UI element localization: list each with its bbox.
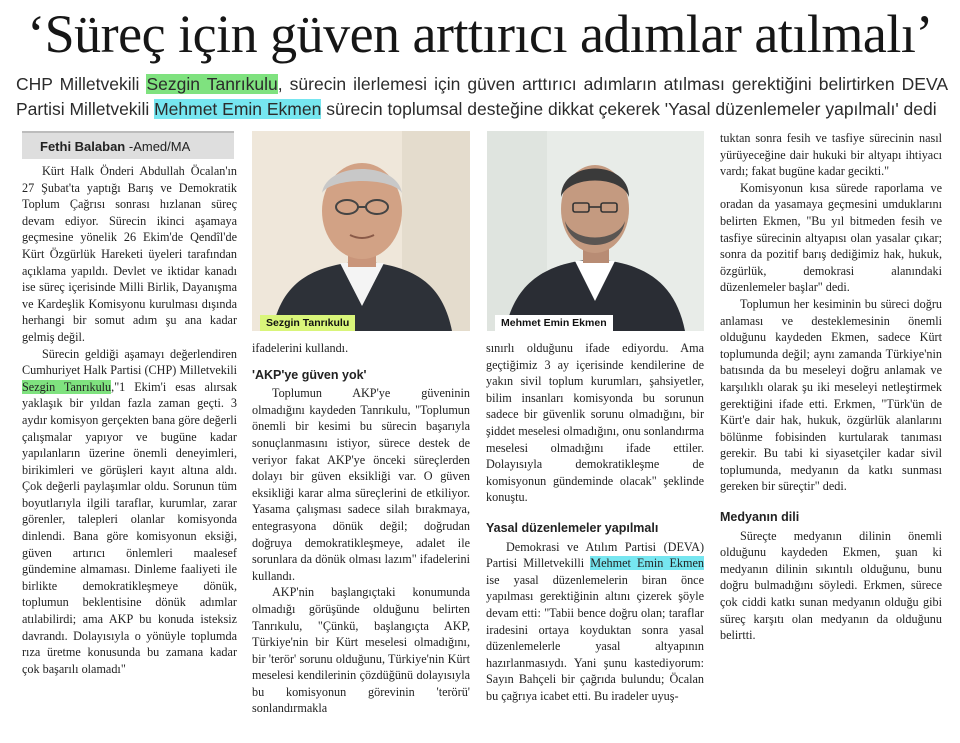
photo-mehmet-emin-ekmen bbox=[487, 131, 704, 331]
paragraph bbox=[486, 539, 704, 705]
paragraph-text: Demokrasi ve Atılım Partisi (DEVA) Partisi Milletvekilli bbox=[486, 539, 704, 571]
paragraph: AKP'nin başlangıçtaki konumunda olmadığı görüşünde olduğunu belirten Tanrıkulu, "Çünkü, başlangıçta AKP, Türkiye'nin bir Kürt meselesi olmadığını, bir 'terör' sorunu olduğunu, Türkiye'nin Kürt meselesi kendilerinin çözdüğünü dolayısıyla bu komisyonun görevinin 'terörü' sonlandırmakla bbox=[252, 585, 470, 716]
paragraph: Komisyonun kısa sürede raporlama ve oradan da yasamaya geçmesini umduklarını belirten Ekmen, "Bu yıl bitmeden fesih ve tasfiye sürecinin altyapısı olan yasalar çıkar; sonra da pozitif barış dediğimiz hak, hukuk, özgürlük, demokrasi alanındaki düzenlemeler başlar" dedi. bbox=[720, 180, 942, 295]
lead-text-2: , sürecin ilerlemesi için güven arttırıcı adımların atılması gerektiğini belirtirken DEVA Partisi Milletvekili bbox=[16, 74, 949, 119]
paragraph-text: ,"1 Ekim'i esas alırsak yaklaşık bir yıldan fazla zaman geçti. 3 aydır komisyon gerçekten bana göre değerli çalışmalar yapıyor ve bugüne kadar yapılanların üzerine önemli deneyimleri, birikimleri ve görüşleri kayıt altına aldı. Çok değerli paylaşımlar oldu. Sorunun tüm boyutlarıyla ilgili taraflar, kurumlar, zarar görenler, talepleri olanlar komisyonda dinlendi. Bana göre komisyonun eksiği, güven artırıcı önlemleri maalesef gündemine almaması. Dinleme faaliyeti ile birlikte demokratikleşmeye dönük, toplumun beklentisine dönük adımlar atılabilirdi; ama AKP bu konuda isteksiz davrandı. Dolayısıyla o yönüyle toplumda rıza üretme konusunda bu zamana kadar çok başarılı olamadı" bbox=[22, 379, 237, 676]
article-column-1 bbox=[22, 163, 237, 738]
paragraph: Toplumun AKP'ye güveninin olmadığını kaydeden Tanrıkulu, "Toplumun önemli bir kesimi bu sürecin başarıyla sonuçlanmasını istiyor, sürece destek de veriyor fakat AKP'ye önceki süreçlerden dolayı bir güven eksikliği var. O güven eksikliği karar alma süreçlerini de etkiliyor. Yasama çalışması sadece silah bırakmaya, entegrasyona dönük değil; doğrudan doğruya demokratikleşmeye, adalet ile sorunlara da dönük olması lazım" ifadelerini kullandı. bbox=[252, 386, 470, 583]
subheading: Medyanın dili bbox=[720, 510, 800, 525]
paragraph: sınırlı olduğunu ifade ediyordu. Ama geçtiğimiz 3 ay içerisinde kendilerine de yakın sivil toplum kurumları, şahsiyetler, bilim insanları komisyonda bu sorunun sadece bir güvenlik sorunu olmadığını, bir şiddet meselesi olmadığını, onu sonlandırma meselesi olmadığını ifade ettiler. Dolayısıyla demokratikleşme de komisyonun gündeminde olacak" şeklinde konuştu. bbox=[486, 341, 704, 505]
paragraph-text: ise yasal düzenlemelerin biran önce yapılması gerektiğinin altını çizerek şöyle devam etti: "Tabii bence doğru olan; taraflar iradesini ortaya koyduktan sonra yasal düzenlemelerle yasal altyapının hazırlanmasıydı. Yani şunu kastediyorum: Sayın Bahçeli bir çağrıda bulundu; Öcalan bu çağrıya icabet etti. Bu iradeler uyuş- bbox=[486, 572, 704, 703]
portrait-illustration bbox=[252, 131, 470, 331]
paragraph-text: Sürecin geldiği aşamayı değerlendiren Cumhuriyet Halk Partisi (CHP) Milletvekili bbox=[22, 346, 237, 378]
photo-sezgin-tanrikulu bbox=[252, 131, 470, 331]
photo-caption: Mehmet Emin Ekmen bbox=[495, 315, 613, 331]
highlighted-name-ekmen: Mehmet Emin Ekmen bbox=[590, 556, 704, 571]
paragraph: Süreçte medyanın dilinin önemli olduğunu kaydeden Ekmen, şuan ki medyanın dilinin sıkıntılı olduğunu, bunu doğru bulmadığını söyledi. Erkmen, sürece çok ciddi katkı sunan medyanın olduğu gibi süreç karşıtı olan medyanın da olduğunu belirtti. bbox=[720, 528, 942, 643]
paragraph: tuktan sonra fesih ve tasfiye sürecinin nasıl yürüyeceğine dair hukuki bir altyapı ihtiyacı vardı; fakat bugüne kadar gecikti." bbox=[720, 131, 942, 179]
highlighted-name-tanrikulu: Sezgin Tanrıkulu bbox=[146, 74, 278, 94]
headline: ‘Süreç için güven arttırıcı adımlar atılmalı’ bbox=[27, 4, 933, 64]
paragraph: Kürt Halk Önderi Abdullah Öcalan'ın 27 Şubat'ta yaptığı Barış ve Demokratik Toplum Çağrısı sonrası hızlanan süreç devam ediyor. Sürecin ikinci aşamaya geçmesine yönelik 26 Ekim'de Qendîl'de Kürt Özgürlük Hareketi üyeleri tarafından açıklama yapıldı. Devlet ve iktidar kanadı ise süreç içerisinde Milli Birlik, Dayanışma ve Kardeşlik Komisyonu kurulması dışında herhangi bir somut adım şu ana kadar gelmiş değil. bbox=[22, 164, 237, 344]
byline-author: Fethi Balaban bbox=[40, 139, 126, 154]
subheading: 'AKP'ye güven yok' bbox=[252, 367, 367, 382]
paragraph: Toplumun her kesiminin bu süreci doğru anlaması ve desteklemesinin önemli olduğunu kaydeden Ekmen, sadece Kürt toplumunda değil; aynı zamanda Türkiye'nin batısında da bu meseleyi doğru anlamak ve karşılıklı olarak şu iki meseleyi netleştirmek gerektiğini ifade etti. Erkmen, "Türk'ün de Kürt'e dair hak, hukuk, özgürlük alanlarını bölünme fobisinden kurtularak tanıması gerekir. Bu tabi ki siyasetçiler kadar sivil toplumunda, medyanın da katkı sunması gereken bir süreçtir" dedi. bbox=[720, 296, 942, 494]
photo-caption: Sezgin Tanrıkulu bbox=[260, 315, 355, 331]
article-column-3 bbox=[486, 340, 704, 738]
portrait-illustration bbox=[487, 131, 704, 331]
byline bbox=[22, 131, 234, 159]
paragraph bbox=[22, 346, 237, 678]
byline-location: -Amed/MA bbox=[128, 139, 191, 154]
lead-text-1: CHP Milletvekili bbox=[16, 74, 147, 94]
lead-paragraph bbox=[16, 72, 948, 122]
highlighted-name-tanrikulu: Sezgin Tanrıkulu bbox=[22, 379, 112, 394]
subheading: Yasal düzenlemeler yapılmalı bbox=[486, 520, 659, 535]
article-column-2 bbox=[252, 340, 470, 738]
lead-text-3: sürecin toplumsal desteğine dikkat çekerek 'Yasal düzenlemeler yapılmalı' dedi bbox=[321, 99, 937, 119]
paragraph: ifadelerini kullandı. bbox=[252, 341, 349, 355]
highlighted-name-ekmen: Mehmet Emin Ekmen bbox=[154, 99, 322, 119]
article-column-4 bbox=[720, 130, 942, 738]
